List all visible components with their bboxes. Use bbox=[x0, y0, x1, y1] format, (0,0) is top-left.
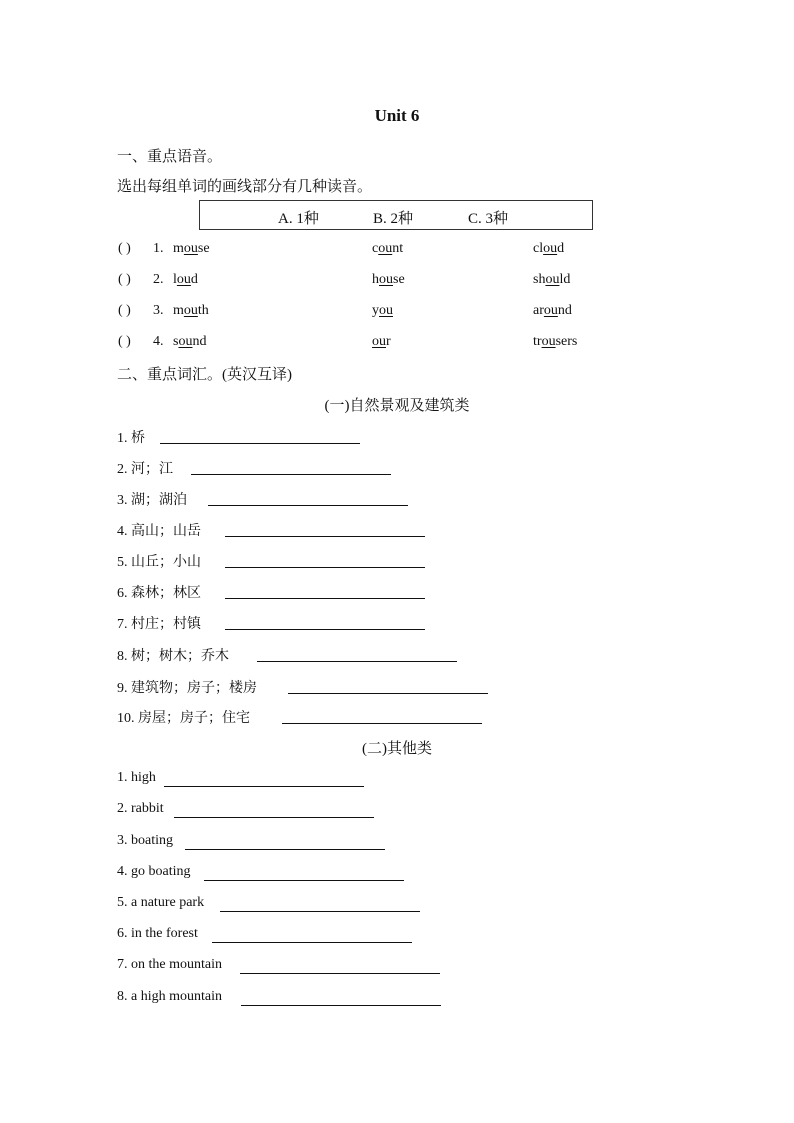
answer-line[interactable] bbox=[241, 1005, 441, 1006]
answer-line[interactable] bbox=[225, 536, 425, 537]
underlined-letters: ou bbox=[379, 303, 393, 318]
word-prefix: m bbox=[173, 241, 184, 256]
word-prefix: sh bbox=[533, 272, 546, 287]
vocab-item bbox=[117, 582, 201, 602]
word-suffix: nt bbox=[392, 241, 404, 256]
word-prefix: y bbox=[372, 303, 379, 318]
option-c: C. 3种 bbox=[468, 211, 509, 227]
answer-line[interactable] bbox=[185, 849, 385, 850]
underlined-letters: ou bbox=[541, 334, 556, 349]
underlined-letters: ou bbox=[176, 272, 191, 287]
subheading-nature: (一)自然景观及建筑类 bbox=[324, 398, 470, 414]
page-title: Unit 6 bbox=[374, 106, 420, 125]
answer-line[interactable] bbox=[204, 880, 404, 881]
phonics-word bbox=[173, 272, 198, 288]
answer-blank[interactable]: ( ) bbox=[118, 241, 131, 256]
phonics-word bbox=[173, 241, 210, 257]
answer-line[interactable] bbox=[240, 973, 440, 974]
word-suffix: d bbox=[557, 241, 565, 256]
word-prefix: h bbox=[372, 272, 379, 287]
vocab-prompt: 6. 森林；林区 bbox=[117, 586, 201, 601]
word-suffix: ld bbox=[559, 272, 571, 287]
phonics-word bbox=[533, 241, 564, 257]
phonics-word bbox=[372, 272, 405, 288]
underlined-letters: ou bbox=[378, 241, 393, 256]
vocab-prompt: 1. 桥 bbox=[117, 431, 145, 446]
vocab-prompt: 2. 河；江 bbox=[117, 462, 173, 477]
word-suffix: r bbox=[386, 334, 391, 349]
vocab-prompt: 4. go boating bbox=[117, 864, 191, 879]
option-b: B. 2种 bbox=[373, 211, 414, 227]
vocab-item bbox=[117, 989, 222, 1005]
vocab-prompt: 5. 山丘；小山 bbox=[117, 555, 201, 570]
section2-heading: 二、重点词汇。(英汉互译) bbox=[117, 367, 292, 383]
phonics-word bbox=[173, 303, 209, 319]
answer-line[interactable] bbox=[282, 723, 482, 724]
underlined-letters: ou bbox=[183, 303, 198, 318]
vocab-prompt: 7. 村庄；村镇 bbox=[117, 617, 201, 632]
phonics-word bbox=[173, 334, 206, 350]
phonics-word bbox=[533, 272, 570, 288]
word-prefix: ar bbox=[533, 303, 544, 318]
underlined-letters: ou bbox=[543, 241, 558, 256]
question-number: 3. bbox=[153, 303, 164, 318]
word-suffix: se bbox=[197, 241, 210, 256]
vocab-prompt: 6. in the forest bbox=[117, 926, 198, 941]
word-prefix: s bbox=[173, 334, 179, 349]
answer-line[interactable] bbox=[164, 786, 364, 787]
vocab-item bbox=[117, 677, 257, 697]
vocab-item bbox=[117, 895, 204, 911]
answer-blank[interactable]: ( ) bbox=[118, 334, 131, 349]
word-prefix: tr bbox=[533, 334, 542, 349]
options-box bbox=[199, 200, 593, 230]
subheading-other: (二)其他类 bbox=[362, 741, 432, 757]
word-suffix: se bbox=[393, 272, 405, 287]
vocab-prompt: 3. boating bbox=[117, 833, 173, 848]
vocab-prompt: 2. rabbit bbox=[117, 801, 164, 816]
vocab-prompt: 4. 高山；山岳 bbox=[117, 524, 201, 539]
question-number: 2. bbox=[153, 272, 164, 287]
phonics-word bbox=[533, 303, 572, 319]
phonics-word bbox=[372, 303, 393, 319]
section1-instruction: 选出每组单词的画线部分有几种读音。 bbox=[117, 179, 373, 195]
vocab-item bbox=[117, 613, 201, 633]
word-prefix: l bbox=[173, 272, 177, 287]
underlined-letters: ou bbox=[183, 241, 198, 256]
vocab-item bbox=[117, 801, 164, 817]
word-suffix: nd bbox=[557, 303, 572, 318]
word-suffix: d bbox=[190, 272, 198, 287]
answer-line[interactable] bbox=[288, 693, 488, 694]
vocab-item bbox=[117, 645, 229, 665]
word-suffix: th bbox=[197, 303, 209, 318]
vocab-prompt: 7. on the mountain bbox=[117, 957, 222, 972]
vocab-item bbox=[117, 957, 222, 973]
vocab-item bbox=[117, 864, 191, 880]
underlined-letters: ou bbox=[543, 303, 558, 318]
vocab-item bbox=[117, 489, 187, 509]
underlined-letters: ou bbox=[178, 334, 193, 349]
phonics-word bbox=[372, 334, 391, 350]
section1-heading: 一、重点语音。 bbox=[117, 149, 223, 165]
word-suffix: sers bbox=[555, 334, 578, 349]
answer-line[interactable] bbox=[212, 942, 412, 943]
answer-line[interactable] bbox=[208, 505, 408, 506]
underlined-letters: ou bbox=[372, 334, 386, 349]
vocab-item bbox=[117, 458, 173, 478]
answer-blank[interactable]: ( ) bbox=[118, 272, 131, 287]
vocab-item bbox=[117, 707, 250, 727]
vocab-item bbox=[117, 427, 145, 447]
question-number: 4. bbox=[153, 334, 164, 349]
phonics-word bbox=[372, 241, 403, 257]
answer-line[interactable] bbox=[191, 474, 391, 475]
phonics-word bbox=[533, 334, 577, 350]
question-number: 1. bbox=[153, 241, 164, 256]
answer-line[interactable] bbox=[225, 567, 425, 568]
answer-line[interactable] bbox=[225, 629, 425, 630]
vocab-item bbox=[117, 551, 201, 571]
answer-line[interactable] bbox=[174, 817, 374, 818]
word-suffix: nd bbox=[192, 334, 207, 349]
vocab-prompt: 10. 房屋；房子；住宅 bbox=[117, 711, 250, 726]
answer-line[interactable] bbox=[220, 911, 420, 912]
vocab-prompt: 9. 建筑物；房子；楼房 bbox=[117, 681, 257, 696]
vocab-prompt: 5. a nature park bbox=[117, 895, 205, 910]
answer-line[interactable] bbox=[160, 443, 360, 444]
vocab-prompt: 1. high bbox=[117, 770, 156, 785]
word-prefix: cl bbox=[533, 241, 544, 256]
vocab-prompt: 8. a high mountain bbox=[117, 989, 222, 1004]
option-a: A. 1种 bbox=[278, 211, 319, 227]
answer-line[interactable] bbox=[257, 661, 457, 662]
vocab-item bbox=[117, 520, 201, 540]
word-prefix: m bbox=[173, 303, 184, 318]
vocab-item bbox=[117, 926, 198, 942]
answer-line[interactable] bbox=[225, 598, 425, 599]
word-prefix: c bbox=[372, 241, 379, 256]
vocab-prompt: 3. 湖；湖泊 bbox=[117, 493, 187, 508]
underlined-letters: ou bbox=[545, 272, 560, 287]
vocab-prompt: 8. 树；树木；乔木 bbox=[117, 649, 229, 664]
answer-blank[interactable]: ( ) bbox=[118, 303, 131, 318]
vocab-item bbox=[117, 770, 156, 786]
underlined-letters: ou bbox=[379, 272, 393, 287]
vocab-item bbox=[117, 833, 173, 849]
